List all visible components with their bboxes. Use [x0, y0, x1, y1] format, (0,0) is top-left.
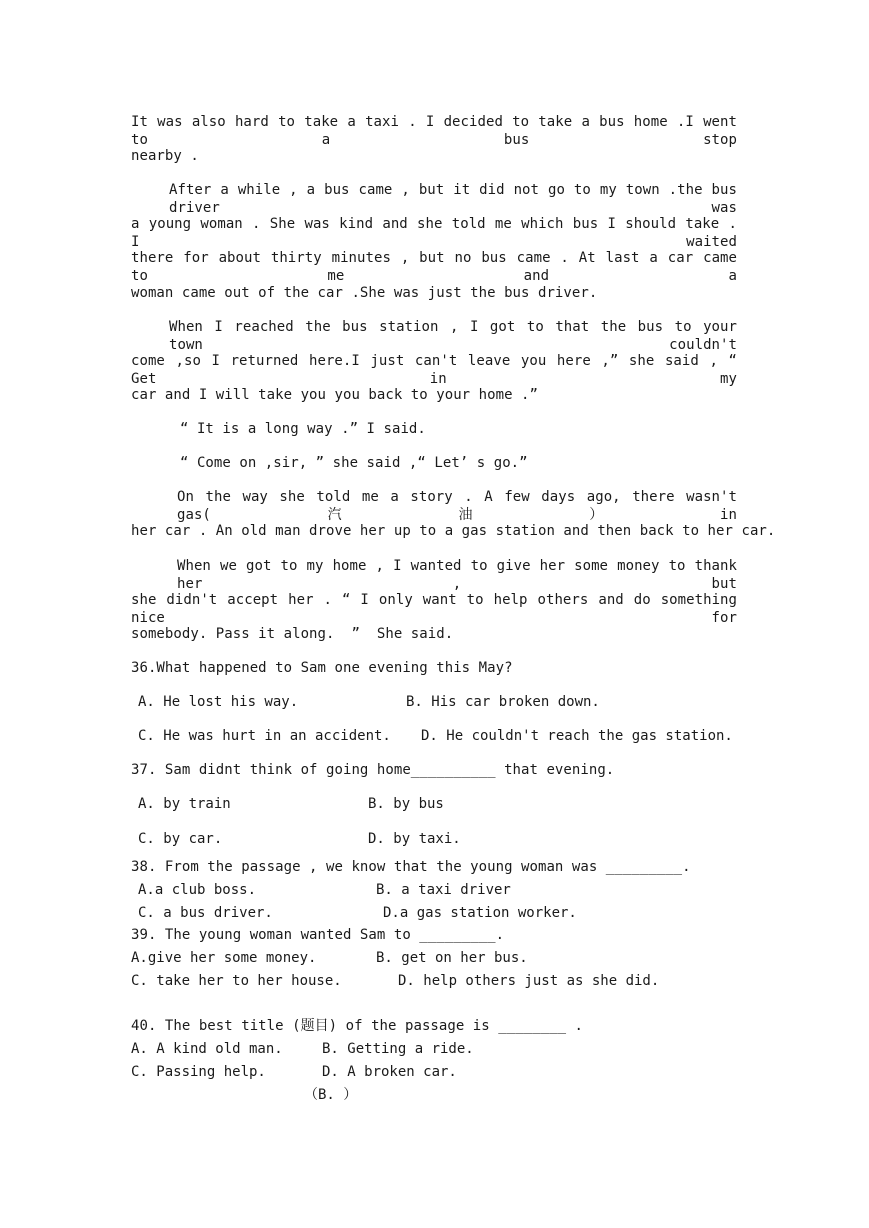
passage-line: When we got to my home , I wanted to give her some money to thank her , but [177, 558, 737, 592]
question-36-stem: 36.What happened to Sam one evening this May? [131, 660, 513, 676]
question-38-stem: 38. From the passage , we know that the young woman was _________. [131, 859, 691, 875]
passage-line: nearby . [131, 148, 199, 164]
question-37-option-c: C. by car. [138, 831, 223, 847]
question-39-option-a: A.give her some money. [131, 950, 317, 966]
question-36-option-a: A. He lost his way. [138, 694, 299, 710]
passage-line: a young woman . She was kind and she told me which bus I should take . I waited [131, 216, 737, 250]
question-36-option-b: B. His car broken down. [406, 694, 600, 710]
question-36-option-d: D. He couldn't reach the gas station. [421, 728, 733, 744]
question-39-option-d: D. help others just as she did. [398, 973, 660, 989]
passage-line: On the way she told me a story . A few days ago, there wasn't gas(汽油）in [177, 489, 737, 523]
passage-line: come ,so I returned here.I just can't leave you here ,” she said , “ Get in my [131, 353, 737, 387]
passage-line: car and I will take you you back to your home .” [131, 387, 538, 403]
question-37-stem: 37. Sam didnt think of going home__________ that evening. [131, 762, 615, 778]
passage-line: It was also hard to take a taxi . I decided to take a bus home .I went to a bus stop [131, 114, 737, 148]
passage-line: After a while , a bus came , but it did not go to my town .the bus driver was [169, 182, 737, 216]
question-38-option-b: B. a taxi driver [376, 882, 511, 898]
question-40-option-d: D. A broken car. [322, 1064, 457, 1080]
passage-line: “ It is a long way .” I said. [180, 421, 426, 437]
passage-line: there for about thirty minutes , but no bus came . At last a car came to me and a [131, 250, 737, 284]
question-40-option-c: C. Passing help. [131, 1064, 266, 1080]
question-37-option-b: B. by bus [368, 796, 444, 812]
passage-line: she didn't accept her . “ I only want to help others and do something nice for [131, 592, 737, 626]
passage-line: somebody. Pass it along. ” She said. [131, 626, 454, 642]
question-39-option-b: B. get on her bus. [376, 950, 528, 966]
passage-line: woman came out of the car .She was just the bus driver. [131, 285, 598, 301]
passage-line: When I reached the bus station , I got to that the bus to your town couldn't [169, 319, 737, 353]
question-40-option-a: A. A kind old man. [131, 1041, 283, 1057]
passage-line: her car . An old man drove her up to a gas station and then back to her car. [131, 523, 776, 539]
answer-mark: （B. ） [304, 1087, 358, 1103]
question-37-option-d: D. by taxi. [368, 831, 461, 847]
question-39-option-c: C. take her to her house. [131, 973, 342, 989]
question-37-option-a: A. by train [138, 796, 231, 812]
passage-line: “ Come on ,sir, ” she said ,“ Let’ s go.” [180, 455, 528, 471]
question-40-option-b: B. Getting a ride. [322, 1041, 474, 1057]
question-38-option-c: C. a bus driver. [138, 905, 273, 921]
question-36-option-c: C. He was hurt in an accident. [138, 728, 391, 744]
question-38-option-d: D.a gas station worker. [383, 905, 577, 921]
question-38-option-a: A.a club boss. [138, 882, 257, 898]
question-40-stem: 40. The best title (题目) of the passage is ________ . [131, 1018, 584, 1034]
question-39-stem: 39. The young woman wanted Sam to _________. [131, 927, 505, 943]
